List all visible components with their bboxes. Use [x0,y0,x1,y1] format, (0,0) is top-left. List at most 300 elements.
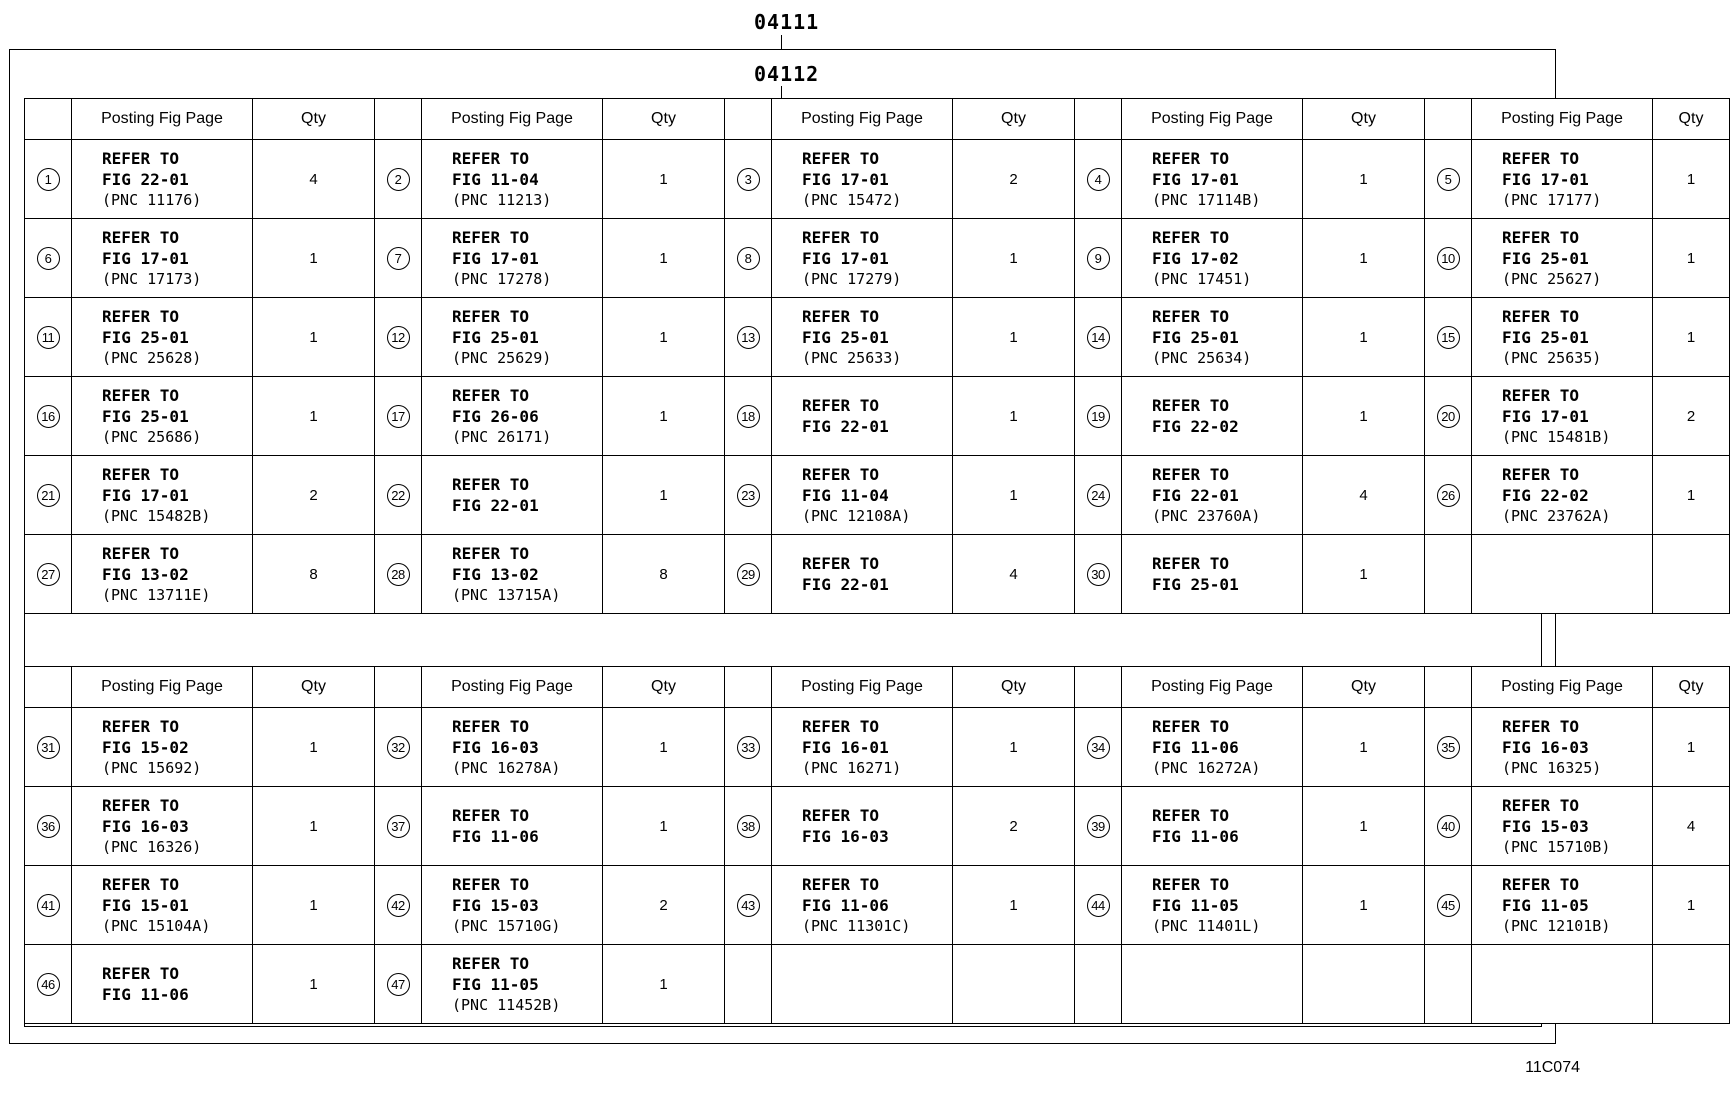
item-number: 21 [37,484,60,507]
reference-table-1 [24,98,1730,614]
header-index-cell [1075,667,1122,708]
qty-cell: 1 [603,219,725,298]
reference-cell [72,535,253,614]
header-index-cell [25,99,72,140]
item-number-cell [375,456,422,535]
qty-cell: 1 [1303,140,1425,219]
item-number: 36 [37,815,60,838]
item-number-cell [1425,298,1472,377]
item-number-cell [1075,866,1122,945]
refer-to-text: REFER TO [1152,396,1230,415]
qty-cell: 1 [953,377,1075,456]
item-number-cell [25,708,72,787]
qty-cell: 1 [603,945,725,1024]
fig-page-text: FIG 17-01 [1152,169,1239,189]
reference-cell [422,219,603,298]
fig-page-text: FIG 17-01 [802,169,889,189]
refer-to-text: REFER TO [102,795,180,815]
pnc-text: (PNC 12101B) [1502,916,1611,935]
item-number: 40 [1437,815,1460,838]
header-qty: Qty [953,99,1075,140]
qty-cell: 1 [253,708,375,787]
header-fig-page: Posting Fig Page [772,99,953,140]
qty-cell: 4 [953,535,1075,614]
header-fig-page: Posting Fig Page [1472,667,1653,708]
item-number-cell [25,945,72,1024]
pnc-text: (PNC 16271) [802,758,902,777]
item-number-cell [1425,219,1472,298]
qty-cell: 1 [603,708,725,787]
qty-cell: 1 [1303,377,1425,456]
refer-to-text: REFER TO [1152,464,1230,484]
item-number: 20 [1437,405,1460,428]
qty-cell: 2 [953,140,1075,219]
qty-cell: 4 [253,140,375,219]
item-number: 5 [1437,168,1460,191]
refer-to-text: REFER TO [452,716,530,736]
fig-page-text: FIG 11-04 [452,169,539,189]
header-qty: Qty [1653,667,1730,708]
item-number-cell [25,456,72,535]
pnc-text: (PNC 11452B) [452,995,561,1014]
fig-page-text: FIG 17-02 [1152,248,1239,268]
qty-cell: 1 [1303,219,1425,298]
refer-to-text: REFER TO [802,806,880,825]
item-number: 41 [37,894,60,917]
qty-cell: 8 [603,535,725,614]
qty-cell: 4 [1653,787,1730,866]
item-number-cell [1425,140,1472,219]
refer-to-text: REFER TO [102,385,180,405]
item-number-cell [725,535,772,614]
qty-cell: 1 [1653,708,1730,787]
pnc-text: (PNC 11176) [102,190,202,209]
refer-to-text: REFER TO [452,475,530,494]
item-number: 27 [37,563,60,586]
fig-page-text: FIG 16-01 [802,737,889,757]
refer-to-text: REFER TO [1152,306,1230,326]
reference-cell [772,456,953,535]
qty-cell: 1 [253,377,375,456]
fig-page-text: FIG 11-04 [802,485,889,505]
refer-to-text: REFER TO [802,554,880,573]
fig-page-text: FIG 11-06 [1152,827,1239,846]
pnc-text: (PNC 25686) [102,427,202,446]
header-qty: Qty [1653,99,1730,140]
item-number: 6 [37,247,60,270]
fig-page-text: FIG 17-01 [1502,169,1589,189]
empty-cell [1653,945,1730,1024]
qty-cell: 1 [603,140,725,219]
item-number: 7 [387,247,410,270]
header-qty: Qty [1303,99,1425,140]
header-index-cell [725,99,772,140]
refer-to-text: REFER TO [802,148,880,168]
fig-page-text: FIG 25-01 [1152,575,1239,594]
refer-to-text: REFER TO [802,716,880,736]
qty-cell: 1 [253,219,375,298]
item-number: 3 [737,168,760,191]
header-row [25,667,1730,708]
item-number-cell [1075,787,1122,866]
qty-cell: 2 [603,866,725,945]
empty-cell [725,945,772,1024]
reference-cell [1122,787,1303,866]
qty-cell: 1 [953,708,1075,787]
reference-cell [1472,140,1653,219]
pnc-text: (PNC 16278A) [452,758,561,777]
reference-cell [1472,456,1653,535]
fig-page-text: FIG 11-05 [452,974,539,994]
fig-page-text: FIG 17-01 [1502,406,1589,426]
empty-cell [1653,535,1730,614]
refer-to-text: REFER TO [1152,716,1230,736]
reference-cell [72,298,253,377]
item-number: 1 [37,168,60,191]
pnc-text: (PNC 17278) [452,269,552,288]
pnc-text: (PNC 11401L) [1152,916,1261,935]
header-fig-page: Posting Fig Page [1122,667,1303,708]
inner-leader-line [781,86,782,98]
qty-cell: 4 [1303,456,1425,535]
item-number-cell [375,298,422,377]
item-number: 26 [1437,484,1460,507]
refer-to-text: REFER TO [1502,795,1580,815]
qty-cell: 1 [603,298,725,377]
refer-to-text: REFER TO [1502,385,1580,405]
empty-cell [1303,945,1425,1024]
pnc-text: (PNC 15472) [802,190,902,209]
fig-page-text: FIG 15-02 [102,737,189,757]
pnc-text: (PNC 13715A) [452,585,561,604]
reference-cell [1472,377,1653,456]
item-number: 30 [1087,563,1110,586]
refer-to-text: REFER TO [452,385,530,405]
empty-cell [953,945,1075,1024]
reference-cell [72,787,253,866]
refer-to-text: REFER TO [452,953,530,973]
header-index-cell [375,667,422,708]
refer-to-text: REFER TO [452,806,530,825]
item-number: 29 [737,563,760,586]
qty-cell: 2 [953,787,1075,866]
qty-cell: 1 [1653,298,1730,377]
reference-cell [1122,535,1303,614]
reference-cell [72,219,253,298]
fig-page-text: FIG 25-01 [1502,248,1589,268]
reference-cell [772,787,953,866]
reference-cell [72,377,253,456]
inner-group-label: 04112 [754,62,820,86]
pnc-text: (PNC 17173) [102,269,202,288]
item-number: 19 [1087,405,1110,428]
pnc-text: (PNC 23760A) [1152,506,1261,525]
item-number-cell [1425,456,1472,535]
refer-to-text: REFER TO [102,874,180,894]
qty-cell: 1 [1303,787,1425,866]
item-number: 32 [387,736,410,759]
refer-to-text: REFER TO [1502,464,1580,484]
header-fig-page: Posting Fig Page [1122,99,1303,140]
item-number: 2 [387,168,410,191]
fig-page-text: FIG 11-06 [1152,737,1239,757]
header-fig-page: Posting Fig Page [772,667,953,708]
outer-leader-line [781,35,782,49]
header-qty: Qty [1303,667,1425,708]
pnc-text: (PNC 15104A) [102,916,211,935]
refer-to-text: REFER TO [1502,148,1580,168]
refer-to-text: REFER TO [1502,716,1580,736]
qty-cell: 1 [1303,708,1425,787]
reference-cell [422,298,603,377]
pnc-text: (PNC 15692) [102,758,202,777]
item-number: 15 [1437,326,1460,349]
empty-cell [1075,945,1122,1024]
item-number-cell [725,219,772,298]
fig-page-text: FIG 22-01 [452,496,539,515]
item-number-cell [1425,787,1472,866]
fig-page-text: FIG 17-01 [802,248,889,268]
item-number-cell [25,140,72,219]
table-row [25,377,1730,456]
header-qty: Qty [603,667,725,708]
item-number: 46 [37,973,60,996]
reference-cell [772,535,953,614]
fig-page-text: FIG 16-03 [802,827,889,846]
empty-cell [1472,535,1653,614]
header-fig-page: Posting Fig Page [422,667,603,708]
item-number: 35 [1437,736,1460,759]
pnc-text: (PNC 16272A) [1152,758,1261,777]
outer-group-label: 04111 [754,10,820,34]
item-number-cell [1075,456,1122,535]
item-number: 8 [737,247,760,270]
fig-page-text: FIG 25-01 [452,327,539,347]
reference-cell [422,456,603,535]
item-number: 16 [37,405,60,428]
item-number: 10 [1437,247,1460,270]
item-number: 39 [1087,815,1110,838]
qty-cell: 1 [603,377,725,456]
header-index-cell [1425,667,1472,708]
item-number: 28 [387,563,410,586]
drawing-code: 11C074 [1525,1059,1580,1076]
reference-cell [1472,787,1653,866]
reference-cell [1122,708,1303,787]
header-index-cell [1425,99,1472,140]
qty-cell: 1 [953,219,1075,298]
item-number-cell [725,866,772,945]
item-number-cell [25,535,72,614]
item-number: 4 [1087,168,1110,191]
refer-to-text: REFER TO [1152,874,1230,894]
fig-page-text: FIG 22-02 [1502,485,1589,505]
fig-page-text: FIG 25-01 [102,327,189,347]
qty-cell: 1 [953,298,1075,377]
item-number-cell [375,787,422,866]
fig-page-text: FIG 22-01 [802,417,889,436]
refer-to-text: REFER TO [452,227,530,247]
item-number: 23 [737,484,760,507]
header-index-cell [375,99,422,140]
item-number: 33 [737,736,760,759]
pnc-text: (PNC 25627) [1502,269,1602,288]
refer-to-text: REFER TO [1502,306,1580,326]
reference-cell [1122,456,1303,535]
refer-to-text: REFER TO [452,874,530,894]
qty-cell: 1 [253,866,375,945]
pnc-text: (PNC 15710G) [452,916,561,935]
fig-page-text: FIG 15-01 [102,895,189,915]
refer-to-text: REFER TO [452,148,530,168]
item-number-cell [25,377,72,456]
refer-to-text: REFER TO [452,306,530,326]
fig-page-text: FIG 16-03 [102,816,189,836]
refer-to-text: REFER TO [1502,874,1580,894]
fig-page-text: FIG 13-02 [102,564,189,584]
table-row [25,535,1730,614]
table-row [25,708,1730,787]
pnc-text: (PNC 16325) [1502,758,1602,777]
item-number: 22 [387,484,410,507]
qty-cell: 1 [1303,535,1425,614]
pnc-text: (PNC 25635) [1502,348,1602,367]
pnc-text: (PNC 17279) [802,269,902,288]
fig-page-text: FIG 17-01 [452,248,539,268]
header-qty: Qty [253,667,375,708]
fig-page-text: FIG 16-03 [452,737,539,757]
item-number: 31 [37,736,60,759]
reference-cell [1472,298,1653,377]
item-number-cell [375,140,422,219]
table-row [25,219,1730,298]
reference-cell [1472,219,1653,298]
reference-cell [72,456,253,535]
fig-page-text: FIG 11-06 [102,985,189,1004]
refer-to-text: REFER TO [1152,554,1230,573]
reference-cell [1122,219,1303,298]
pnc-text: (PNC 25634) [1152,348,1252,367]
header-index-cell [25,667,72,708]
refer-to-text: REFER TO [1152,227,1230,247]
refer-to-text: REFER TO [102,148,180,168]
item-number: 47 [387,973,410,996]
item-number: 44 [1087,894,1110,917]
qty-cell: 1 [253,298,375,377]
refer-to-text: REFER TO [1502,227,1580,247]
fig-page-text: FIG 16-03 [1502,737,1589,757]
reference-cell [422,787,603,866]
pnc-text: (PNC 15482B) [102,506,211,525]
fig-page-text: FIG 25-01 [102,406,189,426]
item-number-cell [375,219,422,298]
fig-page-text: FIG 25-01 [1502,327,1589,347]
fig-page-text: FIG 17-01 [102,485,189,505]
header-qty: Qty [603,99,725,140]
item-number-cell [1425,866,1472,945]
qty-cell: 8 [253,535,375,614]
qty-cell: 1 [603,456,725,535]
empty-cell [1472,945,1653,1024]
item-number-cell [725,298,772,377]
item-number-cell [25,866,72,945]
reference-cell [772,219,953,298]
item-number-cell [25,298,72,377]
item-number: 12 [387,326,410,349]
empty-cell [772,945,953,1024]
item-number-cell [1075,708,1122,787]
pnc-text: (PNC 15481B) [1502,427,1611,446]
refer-to-text: REFER TO [102,227,180,247]
item-number: 38 [737,815,760,838]
reference-cell [72,140,253,219]
qty-cell: 1 [1653,866,1730,945]
qty-cell: 1 [253,787,375,866]
refer-to-text: REFER TO [802,227,880,247]
fig-page-text: FIG 22-02 [1152,417,1239,436]
refer-to-text: REFER TO [1152,806,1230,825]
refer-to-text: REFER TO [102,964,180,983]
item-number-cell [1075,298,1122,377]
pnc-text: (PNC 16326) [102,837,202,856]
item-number-cell [1075,140,1122,219]
qty-cell: 1 [1303,298,1425,377]
reference-cell [1122,298,1303,377]
table-row [25,945,1730,1024]
fig-page-text: FIG 25-01 [802,327,889,347]
qty-cell: 1 [1303,866,1425,945]
refer-to-text: REFER TO [102,306,180,326]
header-fig-page: Posting Fig Page [72,667,253,708]
item-number-cell [25,219,72,298]
pnc-text: (PNC 13711E) [102,585,211,604]
refer-to-text: REFER TO [102,716,180,736]
fig-page-text: FIG 15-03 [1502,816,1589,836]
refer-to-text: REFER TO [452,543,530,563]
item-number: 45 [1437,894,1460,917]
header-index-cell [725,667,772,708]
qty-cell: 1 [1653,219,1730,298]
item-number-cell [1425,377,1472,456]
item-number: 34 [1087,736,1110,759]
pnc-text: (PNC 17114B) [1152,190,1261,209]
qty-cell: 1 [953,456,1075,535]
refer-to-text: REFER TO [1152,148,1230,168]
qty-cell: 1 [1653,456,1730,535]
fig-page-text: FIG 13-02 [452,564,539,584]
refer-to-text: REFER TO [802,464,880,484]
reference-cell [422,708,603,787]
pnc-text: (PNC 17177) [1502,190,1602,209]
table-row [25,140,1730,219]
reference-cell [1122,866,1303,945]
item-number-cell [725,456,772,535]
reference-cell [422,140,603,219]
reference-cell [1122,140,1303,219]
item-number-cell [375,866,422,945]
item-number: 24 [1087,484,1110,507]
item-number-cell [725,377,772,456]
item-number-cell [375,708,422,787]
reference-cell [1472,866,1653,945]
item-number-cell [375,535,422,614]
reference-cell [772,377,953,456]
pnc-text: (PNC 23762A) [1502,506,1611,525]
qty-cell: 1 [253,945,375,1024]
fig-page-text: FIG 11-06 [802,895,889,915]
fig-page-text: FIG 26-06 [452,406,539,426]
item-number-cell [1075,377,1122,456]
